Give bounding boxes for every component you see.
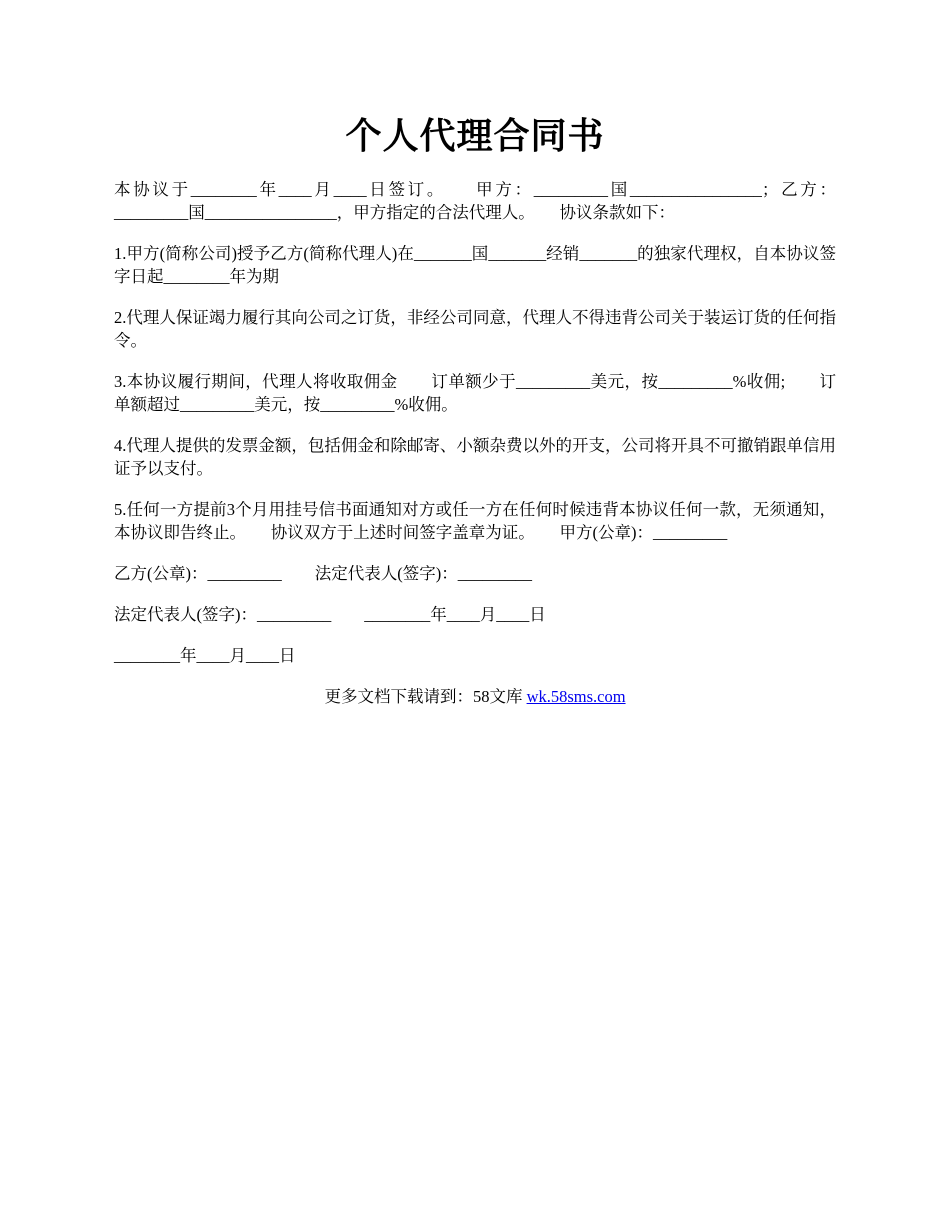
document-title: 个人代理合同书 (345, 116, 605, 156)
paragraph-clause-5: 5.任何一方提前3个月用挂号信书面通知对方或任一方在任何时候违背本协议任何一款，无须通知，本协议即告终止。 协议双方于上述时间签字盖章为证。 甲方(公章)：_________ (114, 500, 836, 542)
signature-line-party-b: 乙方(公章)：_________ 法定代表人(签字)：_________ (114, 564, 532, 583)
signature-line-date: ________年____月____日 (114, 646, 296, 665)
signature-line-representative: 法定代表人(签字)：_________ ________年____月____日 (114, 605, 546, 624)
download-footer (114, 685, 836, 708)
paragraph-clause-2: 2.代理人保证竭力履行其向公司之订货，非经公司同意，代理人不得违背公司关于装运订货的任何指令。 (114, 308, 836, 350)
paragraph-clause-4: 4.代理人提供的发票金额，包括佣金和除邮寄、小额杂费以外的开支，公司将开具不可撤销跟单信用证予以支付。 (114, 436, 836, 478)
document-page (114, 108, 836, 708)
footer-text: 更多文档下载请到：58文库 (324, 687, 527, 706)
footer-link[interactable]: wk.58sms.com (526, 687, 626, 706)
paragraph-clause-3: 3.本协议履行期间，代理人将收取佣金 订单额少于_________美元，按_________%收佣; 订单额超过_________美元，按_________%收佣。 (114, 372, 836, 414)
paragraph-intro: 本协议于________年____月____日签订。 甲方：_________国________________；乙方：_________国________________，甲方指定的合法代理人。 协议条款如下： (114, 180, 836, 222)
paragraph-clause-1: 1.甲方(简称公司)授予乙方(简称代理人)在_______国_______经销_______的独家代理权，自本协议签字日起________年为期 (114, 244, 836, 286)
